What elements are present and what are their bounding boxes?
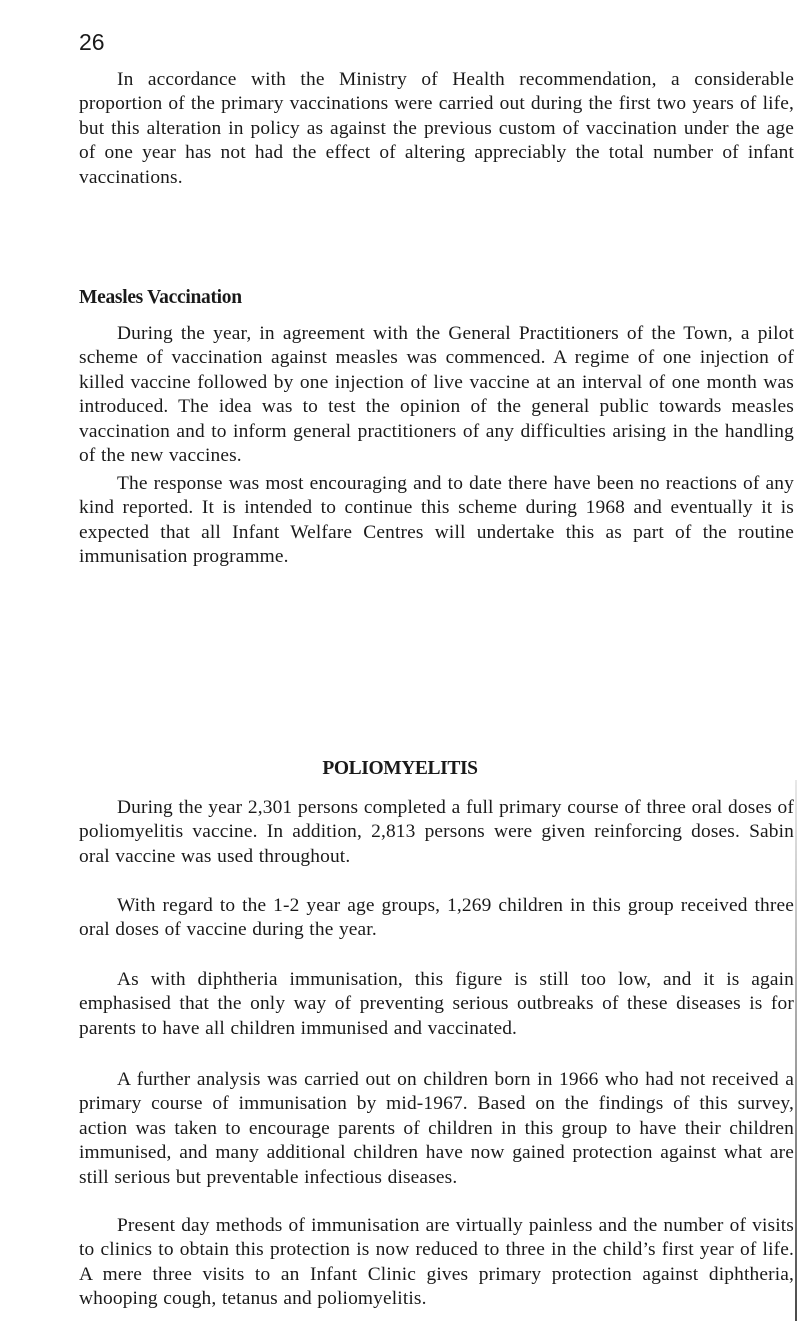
measles-vaccination-heading: Measles Vaccination	[79, 287, 242, 308]
measles-paragraph-2: The response was most encouraging and to date there have been no reactions of any kind reported. It is intended to continue this scheme during 1968 and eventually it is expected that all Infant Welfare Centres will undertake this as part of the routine immunisation programme.	[79, 473, 794, 568]
intro-section	[79, 68, 794, 190]
polio-section-3	[79, 968, 794, 1041]
polio-paragraph-1: During the year 2,301 persons completed a full primary course of three oral doses of poliomyelitis vaccine. In addition, 2,813 persons were given reinforcing doses. Sabin oral vaccine was used throughout.	[79, 797, 794, 867]
measles-section-2	[79, 472, 794, 570]
page-number: 26	[79, 29, 105, 55]
polio-section-4	[79, 1068, 794, 1190]
measles-section	[79, 322, 794, 468]
polio-section-5	[79, 1214, 794, 1312]
poliomyelitis-heading: POLIOMYELITIS	[322, 758, 478, 779]
polio-paragraph-2: With regard to the 1-2 year age groups, 1,269 children in this group received three oral doses of vaccine during the year.	[79, 895, 794, 941]
measles-paragraph-1: During the year, in agreement with the General Practitioners of the Town, a pilot scheme of vaccination against measles was commenced. A regime of one injection of killed vaccine followed by one injection of live vaccine at an interval of one month was introduced. The idea was to test the opinion of the general public towards measles vaccination and to inform general practitioners of any difficulties arising in the handling of the new vaccines.	[79, 323, 794, 467]
polio-section-1	[79, 796, 794, 869]
page-edge-shadow	[795, 780, 797, 1321]
polio-paragraph-5: Present day methods of immunisation are virtually painless and the number of visits to clinics to obtain this protection is now reduced to three in the child’s first year of life. A mere three visits to an Infant Clinic gives primary protection against diphtheria, whooping cough, tetanus and poliomyelitis.	[79, 1215, 794, 1310]
intro-paragraph: In accordance with the Ministry of Health recommendation, a considerable proportion of the primary vaccinations were carried out during the first two years of life, but this alteration in policy as against the previous custom of vaccination under the age of one year has not had the effect of altering appreciably the total number of infant vaccinations.	[79, 69, 794, 188]
polio-paragraph-4: A further analysis was carried out on children born in 1966 who had not received a primary course of immunisation by mid-1967. Based on the findings of this survey, action was taken to encourage parents of children in this group to have their children immunised, and many additional children have now gained protection against what are still serious but preventable infectious diseases.	[79, 1069, 794, 1188]
polio-section-2	[79, 894, 794, 943]
polio-paragraph-3: As with diphtheria immunisation, this figure is still too low, and it is again emphasised that the only way of preventing serious outbreaks of these diseases is for parents to have all children immunised and vaccinated.	[79, 969, 794, 1039]
